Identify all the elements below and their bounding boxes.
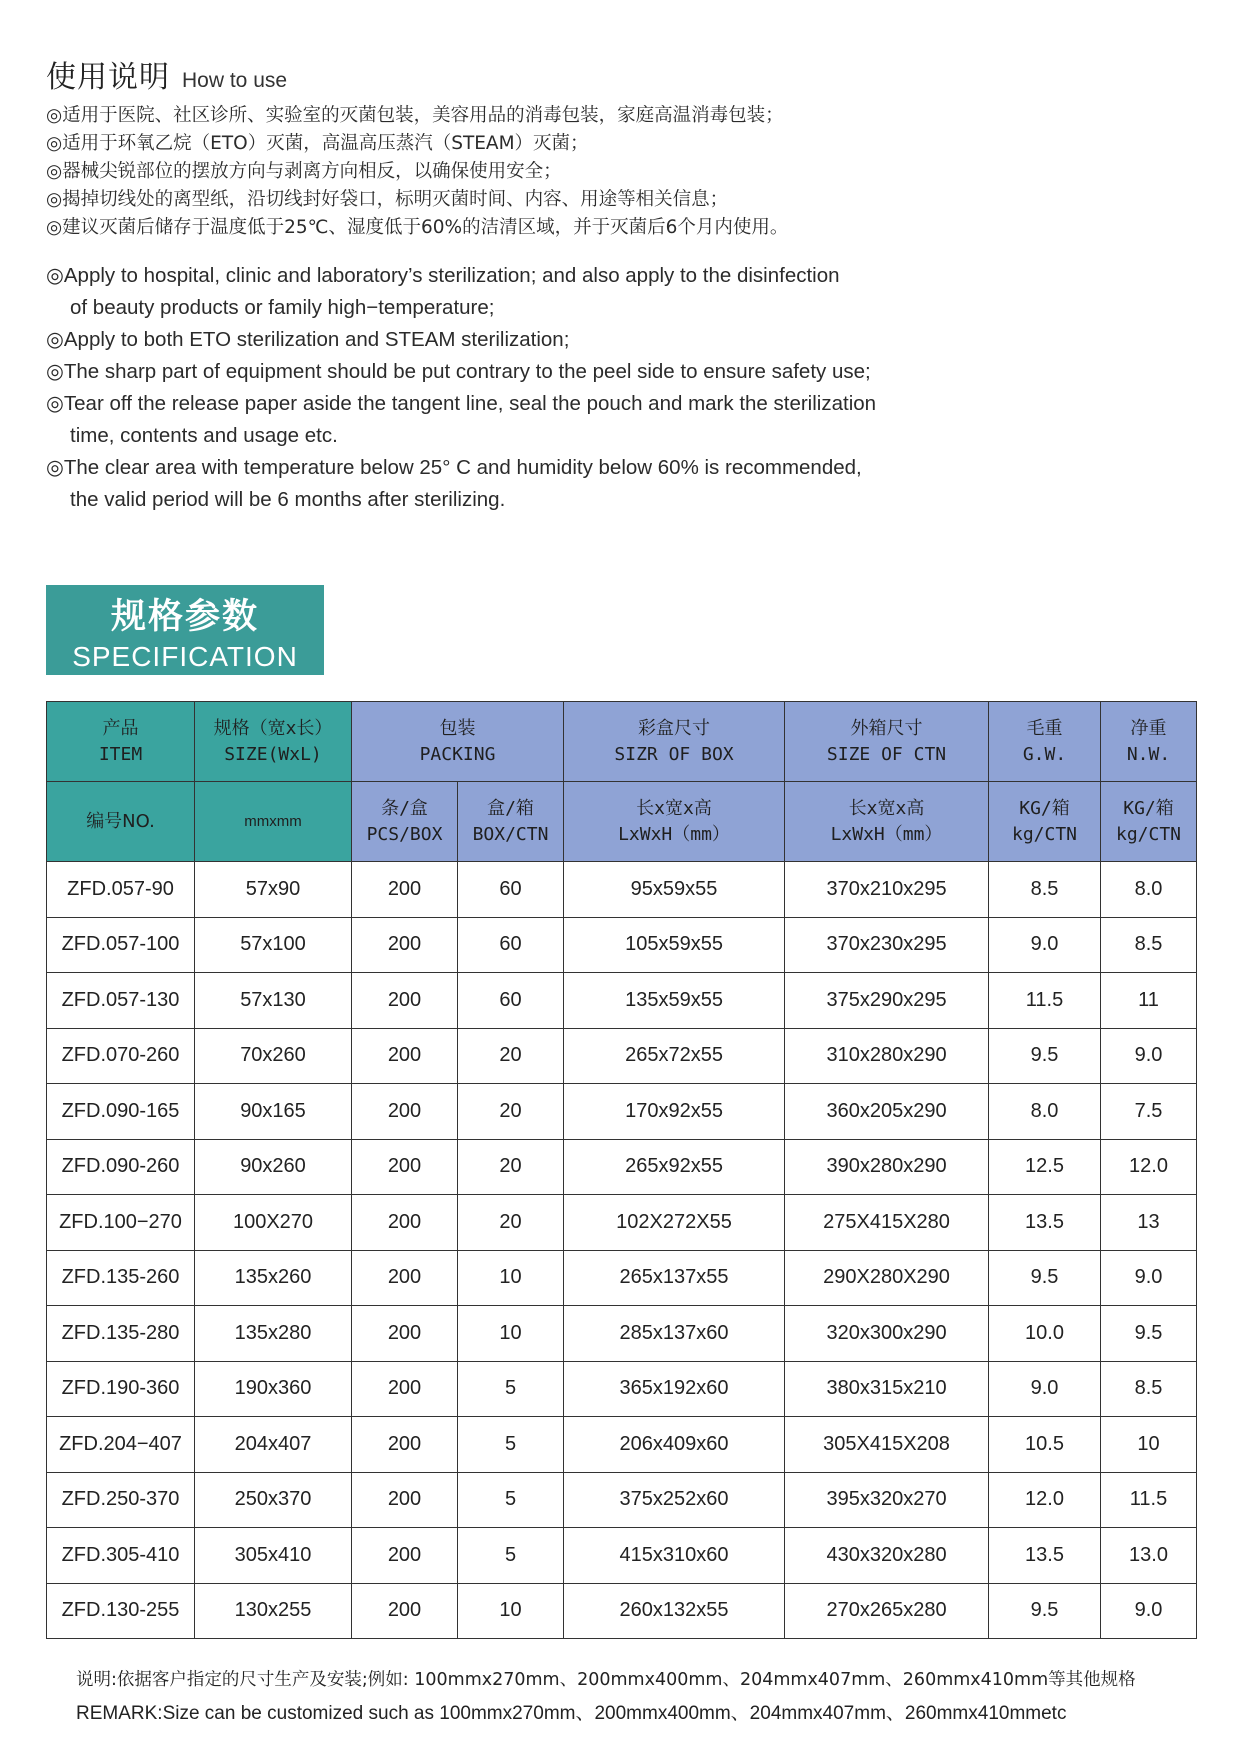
cell-box-ctn: 5 xyxy=(458,1528,564,1584)
cell-net-weight: 13 xyxy=(1101,1195,1197,1251)
table-body xyxy=(47,862,1197,1639)
table-subheader-row xyxy=(47,782,1197,862)
cell-box-ctn: 5 xyxy=(458,1472,564,1528)
cell-item-no: ZFD.100−270 xyxy=(47,1195,195,1251)
cell-ctn-dims: 370x210x295 xyxy=(785,862,989,918)
header-packing: 包装 PACKING xyxy=(352,702,564,782)
cell-ctn-dims: 320x300x290 xyxy=(785,1306,989,1362)
table-row xyxy=(47,1084,1197,1140)
usage-en-line-cont: of beauty products or family high−temperature; xyxy=(70,296,495,319)
cell-gross-weight: 8.0 xyxy=(989,1084,1101,1140)
cell-gross-weight: 8.5 xyxy=(989,862,1101,918)
cell-net-weight: 9.5 xyxy=(1101,1306,1197,1362)
cell-gross-weight: 9.5 xyxy=(989,1583,1101,1639)
cell-gross-weight: 11.5 xyxy=(989,973,1101,1029)
cell-gross-weight: 12.0 xyxy=(989,1472,1101,1528)
subheader-box-dims: 长x宽x高 LxWxH（mm） xyxy=(564,782,785,862)
table-row xyxy=(47,862,1197,918)
cell-item-no: ZFD.204−407 xyxy=(47,1417,195,1473)
header-item: 产品 ITEM xyxy=(47,702,195,782)
cell-ctn-dims: 360x205x290 xyxy=(785,1084,989,1140)
cell-size: 70x260 xyxy=(195,1028,352,1084)
usage-en-line: ◎The clear area with temperature below 25° C and humidity below 60% is recommended, xyxy=(46,456,862,479)
header-size: 规格（宽x长） SIZE(WxL) xyxy=(195,702,352,782)
specification-title-en: SPECIFICATION xyxy=(72,641,298,672)
table-row xyxy=(47,1472,1197,1528)
cell-pcs-box: 200 xyxy=(352,1528,458,1584)
subheader-nw-unit: KG/箱 kg/CTN xyxy=(1101,782,1197,862)
table-row xyxy=(47,1306,1197,1362)
cell-box-dims: 105x59x55 xyxy=(564,917,785,973)
cell-box-ctn: 60 xyxy=(458,917,564,973)
usage-en-list xyxy=(46,260,1146,516)
cell-pcs-box: 200 xyxy=(352,1084,458,1140)
cell-box-dims: 102X272X55 xyxy=(564,1195,785,1251)
cell-ctn-dims: 270x265x280 xyxy=(785,1583,989,1639)
usage-cn-item: ◎建议灭菌后储存于温度低于25℃、湿度低于60%的洁清区域，并于灭菌后6个月内使用。 xyxy=(46,217,789,238)
cell-pcs-box: 200 xyxy=(352,1139,458,1195)
table-row xyxy=(47,1250,1197,1306)
cell-item-no: ZFD.070-260 xyxy=(47,1028,195,1084)
cell-size: 57x130 xyxy=(195,973,352,1029)
cell-item-no: ZFD.057-90 xyxy=(47,862,195,918)
specification-title-cn: 规格参数 xyxy=(110,597,259,637)
usage-cn-list xyxy=(46,102,1146,242)
usage-cn-item: ◎适用于医院、社区诊所、实验室的灭菌包装，美容用品的消毒包装，家庭高温消毒包装； xyxy=(46,105,784,126)
table-row xyxy=(47,1417,1197,1473)
cell-pcs-box: 200 xyxy=(352,1028,458,1084)
cell-gross-weight: 9.0 xyxy=(989,1361,1101,1417)
cell-net-weight: 9.0 xyxy=(1101,1250,1197,1306)
cell-pcs-box: 200 xyxy=(352,1250,458,1306)
cell-item-no: ZFD.305-410 xyxy=(47,1528,195,1584)
cell-item-no: ZFD.190-360 xyxy=(47,1361,195,1417)
usage-en-item xyxy=(46,260,1146,324)
cell-size: 204x407 xyxy=(195,1417,352,1473)
cell-size: 130x255 xyxy=(195,1583,352,1639)
cell-item-no: ZFD.250-370 xyxy=(47,1472,195,1528)
subheader-box-ctn: 盒/箱 BOX/CTN xyxy=(458,782,564,862)
usage-en-item xyxy=(46,356,1146,388)
cell-gross-weight: 10.5 xyxy=(989,1417,1101,1473)
cell-box-ctn: 60 xyxy=(458,862,564,918)
cell-box-ctn: 20 xyxy=(458,1084,564,1140)
cell-item-no: ZFD.057-100 xyxy=(47,917,195,973)
table-row xyxy=(47,1195,1197,1251)
cell-net-weight: 9.0 xyxy=(1101,1028,1197,1084)
cell-box-ctn: 5 xyxy=(458,1417,564,1473)
cell-net-weight: 7.5 xyxy=(1101,1084,1197,1140)
cell-net-weight: 11 xyxy=(1101,973,1197,1029)
usage-en-line: ◎Apply to both ETO sterilization and STEAM sterilization; xyxy=(46,328,570,351)
cell-box-dims: 260x132x55 xyxy=(564,1583,785,1639)
cell-item-no: ZFD.090-260 xyxy=(47,1139,195,1195)
cell-box-ctn: 10 xyxy=(458,1583,564,1639)
cell-box-ctn: 20 xyxy=(458,1195,564,1251)
cell-gross-weight: 13.5 xyxy=(989,1528,1101,1584)
usage-cn-item: ◎揭掉切线处的离型纸，沿切线封好袋口，标明灭菌时间、内容、用途等相关信息； xyxy=(46,189,729,210)
cell-ctn-dims: 305X415X208 xyxy=(785,1417,989,1473)
cell-box-dims: 135x59x55 xyxy=(564,973,785,1029)
subheader-no: 编号NO. xyxy=(47,782,195,862)
usage-en-line: ◎Tear off the release paper aside the tangent line, seal the pouch and mark the sterilization xyxy=(46,392,877,415)
cell-size: 190x360 xyxy=(195,1361,352,1417)
usage-cn-item: ◎适用于环氧乙烷（ETO）灭菌，高温高压蒸汽（STEAM）灭菌； xyxy=(46,133,589,154)
cell-ctn-dims: 370x230x295 xyxy=(785,917,989,973)
cell-gross-weight: 13.5 xyxy=(989,1195,1101,1251)
header-box-size: 彩盒尺寸 SIZR OF BOX xyxy=(564,702,785,782)
table-row xyxy=(47,1528,1197,1584)
usage-en-line-cont: the valid period will be 6 months after sterilizing. xyxy=(70,488,506,511)
subheader-pcs-box: 条/盒 PCS/BOX xyxy=(352,782,458,862)
usage-en-line: ◎Apply to hospital, clinic and laboratory’s sterilization; and also apply to the disinfection xyxy=(46,264,840,287)
remark-section xyxy=(76,1663,1216,1731)
cell-item-no: ZFD.057-130 xyxy=(47,973,195,1029)
usage-en-item xyxy=(46,388,1146,452)
header-net-weight: 净重 N.W. xyxy=(1101,702,1197,782)
usage-en-item xyxy=(46,452,1146,516)
table-row xyxy=(47,1583,1197,1639)
cell-box-dims: 95x59x55 xyxy=(564,862,785,918)
cell-pcs-box: 200 xyxy=(352,1361,458,1417)
table-row xyxy=(47,917,1197,973)
usage-title-cn: 使用说明 xyxy=(46,60,170,95)
cell-box-dims: 206x409x60 xyxy=(564,1417,785,1473)
cell-pcs-box: 200 xyxy=(352,1583,458,1639)
usage-en-line: ◎The sharp part of equipment should be put contrary to the peel side to ensure safety use; xyxy=(46,360,871,383)
cell-pcs-box: 200 xyxy=(352,1195,458,1251)
cell-gross-weight: 10.0 xyxy=(989,1306,1101,1362)
specification-banner xyxy=(46,585,324,675)
cell-ctn-dims: 310x280x290 xyxy=(785,1028,989,1084)
cell-ctn-dims: 375x290x295 xyxy=(785,973,989,1029)
cell-box-dims: 265x137x55 xyxy=(564,1250,785,1306)
subheader-ctn-dims: 长x宽x高 LxWxH（mm） xyxy=(785,782,989,862)
cell-gross-weight: 9.5 xyxy=(989,1250,1101,1306)
cell-pcs-box: 200 xyxy=(352,1417,458,1473)
cell-pcs-box: 200 xyxy=(352,862,458,918)
usage-title xyxy=(46,52,1146,96)
cell-box-ctn: 10 xyxy=(458,1250,564,1306)
subheader-gw-unit: KG/箱 kg/CTN xyxy=(989,782,1101,862)
cell-pcs-box: 200 xyxy=(352,1472,458,1528)
remark-cn: 说明:依据客户指定的尺寸生产及安装;例如: 100mmx270mm、200mmx400mm、204mmx407mm、260mmx410mm等其他规格 xyxy=(76,1670,1136,1690)
specification-table xyxy=(46,701,1197,1639)
cell-size: 135x280 xyxy=(195,1306,352,1362)
cell-size: 57x90 xyxy=(195,862,352,918)
cell-gross-weight: 12.5 xyxy=(989,1139,1101,1195)
cell-gross-weight: 9.5 xyxy=(989,1028,1101,1084)
cell-box-dims: 285x137x60 xyxy=(564,1306,785,1362)
usage-title-en: How to use xyxy=(182,69,288,92)
cell-box-dims: 415x310x60 xyxy=(564,1528,785,1584)
cell-ctn-dims: 390x280x290 xyxy=(785,1139,989,1195)
cell-box-dims: 265x72x55 xyxy=(564,1028,785,1084)
cell-ctn-dims: 275X415X280 xyxy=(785,1195,989,1251)
cell-size: 90x260 xyxy=(195,1139,352,1195)
remark-en: REMARK:Size can be customized such as 100mmx270mm、200mmx400mm、204mmx407mm、260mmx410mmetc xyxy=(76,1703,1067,1724)
table-row xyxy=(47,973,1197,1029)
cell-size: 250x370 xyxy=(195,1472,352,1528)
header-gross-weight: 毛重 G.W. xyxy=(989,702,1101,782)
cell-box-dims: 365x192x60 xyxy=(564,1361,785,1417)
cell-ctn-dims: 395x320x270 xyxy=(785,1472,989,1528)
cell-box-ctn: 20 xyxy=(458,1028,564,1084)
cell-pcs-box: 200 xyxy=(352,973,458,1029)
cell-pcs-box: 200 xyxy=(352,917,458,973)
cell-box-dims: 170x92x55 xyxy=(564,1084,785,1140)
table-row xyxy=(47,1028,1197,1084)
table-row xyxy=(47,1139,1197,1195)
usage-en-line-cont: time, contents and usage etc. xyxy=(70,424,338,447)
subheader-unit: mmxmm xyxy=(195,782,352,862)
cell-net-weight: 10 xyxy=(1101,1417,1197,1473)
cell-net-weight: 13.0 xyxy=(1101,1528,1197,1584)
header-carton-size: 外箱尺寸 SIZE OF CTN xyxy=(785,702,989,782)
cell-net-weight: 9.0 xyxy=(1101,1583,1197,1639)
cell-box-ctn: 20 xyxy=(458,1139,564,1195)
cell-item-no: ZFD.130-255 xyxy=(47,1583,195,1639)
cell-box-dims: 265x92x55 xyxy=(564,1139,785,1195)
cell-item-no: ZFD.135-260 xyxy=(47,1250,195,1306)
cell-net-weight: 8.5 xyxy=(1101,1361,1197,1417)
usage-section xyxy=(46,52,1146,516)
cell-ctn-dims: 380x315x210 xyxy=(785,1361,989,1417)
cell-ctn-dims: 430x320x280 xyxy=(785,1528,989,1584)
cell-size: 57x100 xyxy=(195,917,352,973)
table-row xyxy=(47,1361,1197,1417)
cell-size: 90x165 xyxy=(195,1084,352,1140)
cell-gross-weight: 9.0 xyxy=(989,917,1101,973)
cell-net-weight: 11.5 xyxy=(1101,1472,1197,1528)
cell-box-ctn: 10 xyxy=(458,1306,564,1362)
cell-box-ctn: 5 xyxy=(458,1361,564,1417)
cell-box-ctn: 60 xyxy=(458,973,564,1029)
usage-en-item xyxy=(46,324,1146,356)
cell-net-weight: 8.0 xyxy=(1101,862,1197,918)
cell-item-no: ZFD.135-280 xyxy=(47,1306,195,1362)
table-header-row xyxy=(47,702,1197,782)
cell-size: 305x410 xyxy=(195,1528,352,1584)
cell-net-weight: 8.5 xyxy=(1101,917,1197,973)
cell-pcs-box: 200 xyxy=(352,1306,458,1362)
cell-ctn-dims: 290X280X290 xyxy=(785,1250,989,1306)
cell-item-no: ZFD.090-165 xyxy=(47,1084,195,1140)
cell-size: 135x260 xyxy=(195,1250,352,1306)
cell-box-dims: 375x252x60 xyxy=(564,1472,785,1528)
cell-net-weight: 12.0 xyxy=(1101,1139,1197,1195)
cell-size: 100X270 xyxy=(195,1195,352,1251)
usage-cn-item: ◎器械尖锐部位的摆放方向与剥离方向相反，以确保使用安全； xyxy=(46,161,562,182)
